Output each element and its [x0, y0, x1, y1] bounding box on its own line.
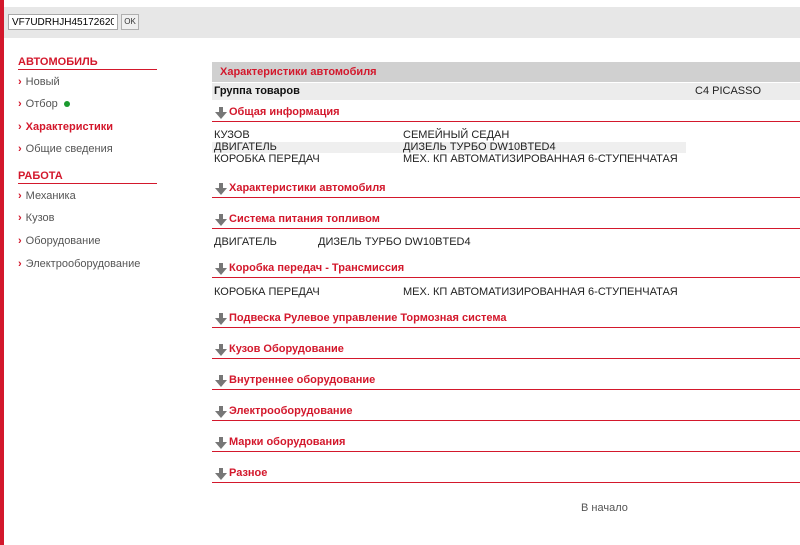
- sidebar-item-body[interactable]: [18, 212, 54, 224]
- sidebar-item-label: Новый: [25, 76, 60, 88]
- down-arrow-icon: [215, 344, 227, 356]
- down-arrow-icon: [215, 406, 227, 418]
- section-title: Подвеска Рулевое управление Тормозная система: [229, 312, 507, 324]
- section-interior-equipment[interactable]: [212, 373, 800, 390]
- down-arrow-icon: [215, 263, 227, 275]
- spec-value: ДИЗЕЛЬ ТУРБО DW10BTED4: [318, 236, 471, 248]
- section-title: Марки оборудования: [229, 436, 346, 448]
- sidebar-item-label: Характеристики: [25, 121, 113, 133]
- sidebar-item-label: Электрооборудование: [25, 258, 141, 270]
- sidebar-heading-auto: АВТОМОБИЛЬ: [18, 56, 157, 70]
- down-arrow-icon: [215, 313, 227, 325]
- section-general-info[interactable]: [212, 105, 800, 122]
- sidebar-item-mechanics[interactable]: [18, 190, 76, 202]
- chevron-right-icon: ›: [18, 235, 22, 247]
- spec-row: [212, 142, 686, 153]
- sidebar-item-characteristics[interactable]: [18, 121, 113, 133]
- sidebar-item-label: Отбор: [25, 98, 58, 110]
- sidebar-heading-work: РАБОТА: [18, 170, 157, 184]
- spec-value: МЕХ. КП АВТОМАТИЗИРОВАННАЯ 6-СТУПЕНЧАТАЯ: [403, 286, 678, 298]
- spec-key: КОРОБКА ПЕРЕДАЧ: [214, 286, 320, 298]
- vin-search-input[interactable]: [8, 14, 118, 30]
- section-vehicle-characteristics[interactable]: [212, 181, 800, 198]
- chevron-right-icon: ›: [18, 258, 22, 270]
- sidebar-item-equipment[interactable]: [18, 235, 101, 247]
- product-group-label: Группа товаров: [214, 85, 300, 97]
- spec-key: КУЗОВ: [214, 129, 250, 141]
- sidebar-item-selection[interactable]: [18, 98, 70, 110]
- sidebar-item-electrical[interactable]: [18, 258, 140, 270]
- green-dot-icon: [64, 101, 70, 107]
- section-title: Внутреннее оборудование: [229, 374, 376, 386]
- sidebar-item-label: Кузов: [25, 212, 55, 224]
- section-equipment-brands[interactable]: [212, 435, 800, 452]
- down-arrow-icon: [215, 375, 227, 387]
- sidebar-item-new[interactable]: [18, 76, 60, 88]
- down-arrow-icon: [215, 183, 227, 195]
- section-title: Кузов Оборудование: [229, 343, 344, 355]
- chevron-right-icon: ›: [18, 212, 22, 224]
- section-misc[interactable]: [212, 466, 800, 483]
- spec-value: ДИЗЕЛЬ ТУРБО DW10BTED4: [403, 141, 556, 153]
- panel-title: Характеристики автомобиля: [212, 62, 800, 82]
- sidebar-item-label: Оборудование: [25, 235, 101, 247]
- spec-key: ДВИГАТЕЛЬ: [214, 141, 277, 153]
- left-accent-bar: [0, 0, 4, 545]
- section-title: Система питания топливом: [229, 213, 380, 225]
- product-group-row: [212, 83, 800, 100]
- section-fuel-system[interactable]: [212, 212, 800, 229]
- spec-key: КОРОБКА ПЕРЕДАЧ: [214, 153, 320, 165]
- sidebar-item-label: Механика: [25, 190, 76, 202]
- spec-key: ДВИГАТЕЛЬ: [214, 236, 277, 248]
- chevron-right-icon: ›: [18, 121, 22, 133]
- down-arrow-icon: [215, 107, 227, 119]
- back-to-top-link[interactable]: В начало: [581, 502, 628, 514]
- down-arrow-icon: [215, 214, 227, 226]
- section-title: Электрооборудование: [229, 405, 353, 417]
- section-title: Характеристики автомобиля: [229, 182, 386, 194]
- section-title: Разное: [229, 467, 268, 479]
- down-arrow-icon: [215, 437, 227, 449]
- chevron-right-icon: ›: [18, 143, 22, 155]
- chevron-right-icon: ›: [18, 190, 22, 202]
- spec-value: СЕМЕЙНЫЙ СЕДАН: [403, 129, 510, 141]
- section-title: Общая информация: [229, 106, 340, 118]
- spec-value: МЕХ. КП АВТОМАТИЗИРОВАННАЯ 6-СТУПЕНЧАТАЯ: [403, 153, 678, 165]
- sidebar-item-label: Общие сведения: [25, 143, 113, 155]
- down-arrow-icon: [215, 468, 227, 480]
- section-title: Коробка передач - Трансмиссия: [229, 262, 405, 274]
- product-group-value: C4 PICASSO: [695, 85, 762, 97]
- section-electrical-equipment[interactable]: [212, 404, 800, 421]
- ok-button[interactable]: OK: [121, 14, 139, 30]
- chevron-right-icon: ›: [18, 98, 22, 110]
- section-suspension-steering-brakes[interactable]: [212, 311, 800, 328]
- section-body-equipment[interactable]: [212, 342, 800, 359]
- section-transmission[interactable]: [212, 261, 800, 278]
- sidebar-item-general-info[interactable]: [18, 143, 113, 155]
- chevron-right-icon: ›: [18, 76, 22, 88]
